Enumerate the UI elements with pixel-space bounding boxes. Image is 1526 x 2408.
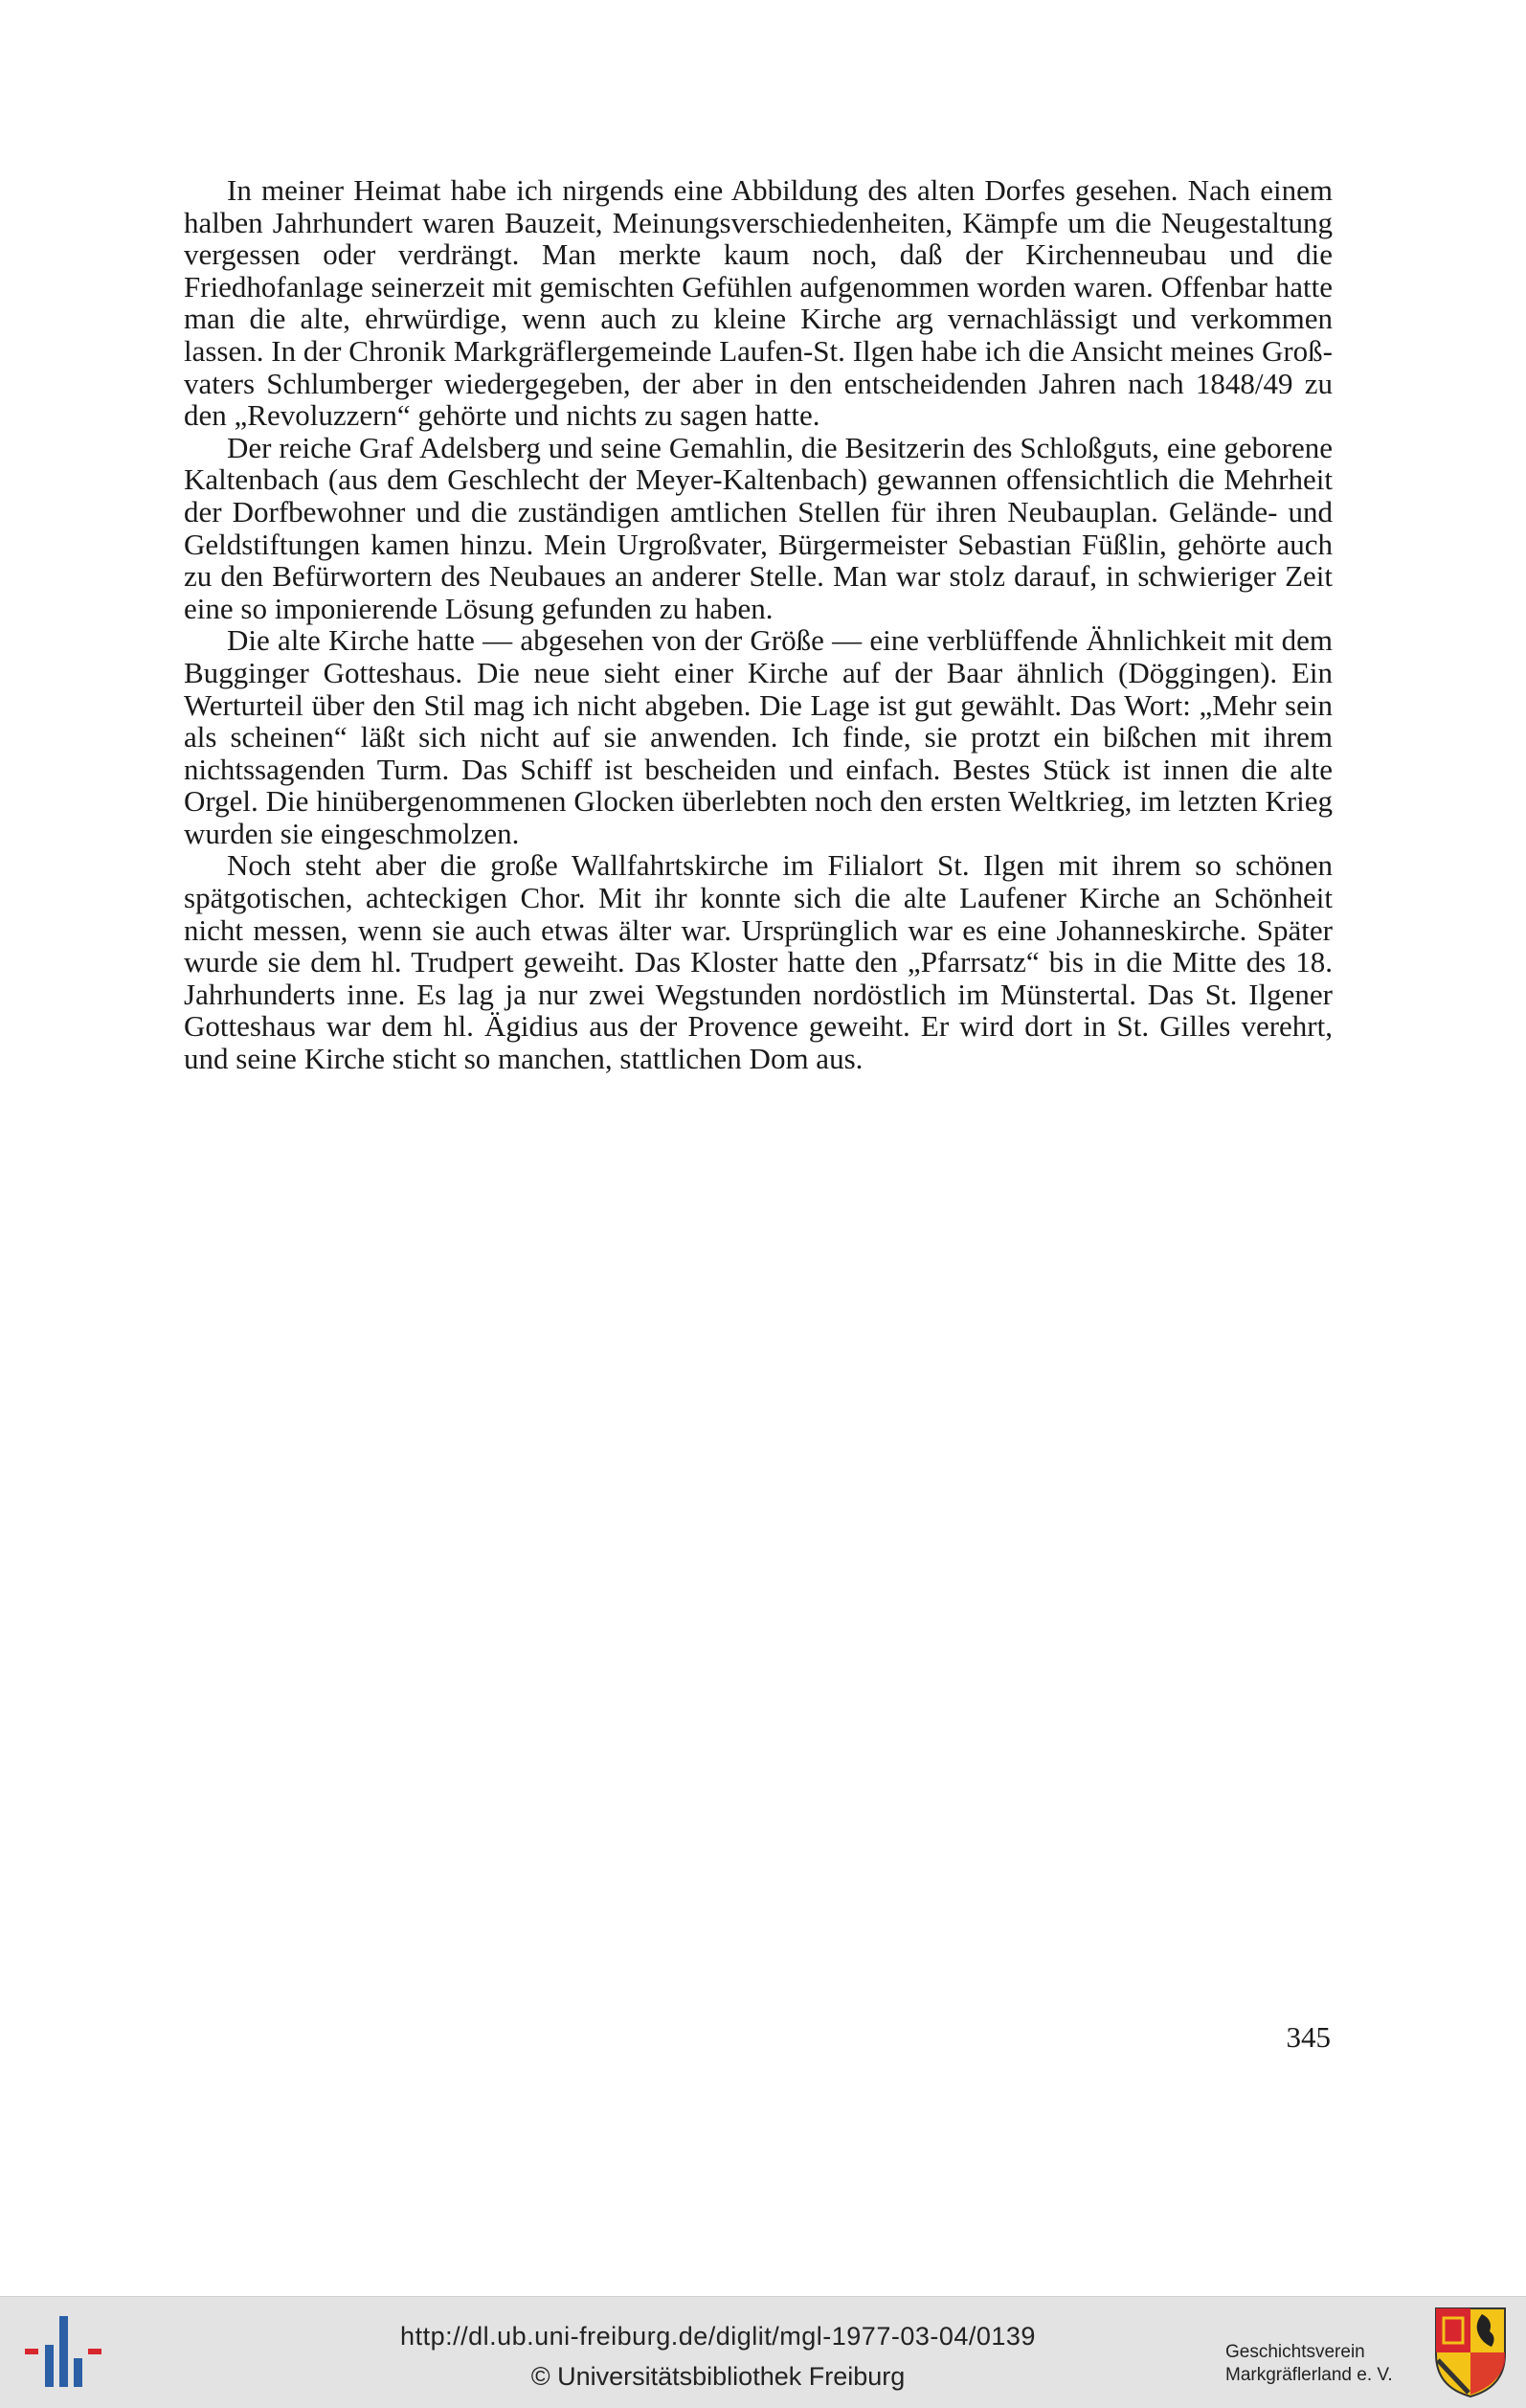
paragraph-2: Der reiche Graf Adelsberg und seine Gemahlin, die Besitzerin des Schloßguts, eine geborene Kaltenbach (aus dem Geschlecht der Meyer-Kaltenbach) gewannen offensichtlich die Mehrheit der Dorfbewohner und die zuständigen amtlichen Stellen für ihren Neubauplan. Gelände- und Geldstiftungen kamen hinzu. Mein Urgroßvater, Bürgermeister Sebastian Füßlin, gehörte auch zu den Befürwortern des Neubaues an anderer Stelle. Man war stolz darauf, in schwieriger Zeit eine so imponierende Lösung gefunden zu haben.: [184, 430, 1333, 625]
page-number: 345: [1286, 2020, 1331, 2054]
society-name: [1225, 2341, 1426, 2387]
paragraph-1: In meiner Heimat habe ich nirgends eine Abbildung des alten Dorfes gesehen. Nach einem halben Jahrhundert waren Bauzeit, Meinungsverschiedenheiten, Kämpfe um die Neugestaltung vergessen oder verdrängt. Man merkte kaum noch, daß der Kirchenneubau und die Friedhofanlage seinerzeit mit gemischten Gefühlen aufgenommen worden waren. Offenbar hatte man die alte, ehrwürdige, wenn auch zu kleine Kirche arg vernachlässigt und verkommen lassen. In der Chronik Markgräflergemeinde Laufen-St. Ilgen habe ich die Ansicht meines Großvaters Schlumberger wiedergegeben, der aber in den entscheidenden Jahren nach 1848/49 zu den „Revoluzzern“ gehörte und nichts zu sagen hatte.: [184, 173, 1333, 433]
society-name-line1: Geschichtsverein: [1225, 2342, 1365, 2362]
ub-freiburg-logo-icon: [21, 2310, 107, 2393]
footer-bar: [0, 2296, 1526, 2408]
paragraph-4: Noch steht aber die große Wallfahrtskirche im Filialort St. Ilgen mit ihrem so schönen spätgotischen, achteckigen Chor. Mit ihr konnte sich die alte Laufener Kirche an Schönheit nicht messen, wenn sie auch etwas älter war. Ursprünglich war es eine Johanneskirche. Später wurde sie dem hl. Trudpert geweiht. Das Kloster hatte den „Pfarrsatz“ bis in die Mitte des 18. Jahrhunderts inne. Es lag ja nur zwei Wegstunden nordöstlich im Münstertal. Das St. Ilgener Gotteshaus war dem hl. Ägidius aus der Provence geweiht. Er wird dort in St. Gilles verehrt, und seine Kirche sticht so manchen, stattlichen Dom aus.: [184, 848, 1333, 1076]
society-name-line2: Markgräflerland e. V.: [1225, 2365, 1393, 2385]
body-text: [184, 174, 1333, 1075]
paragraph-3: Die alte Kirche hatte — abgesehen von der Größe — eine verblüffende Ähnlichkeit mit dem Bugginger Gotteshaus. Die neue sieht einer Kirche auf der Baar ähnlich (Döggingen). Ein Werturteil über den Stil mag ich nicht abgeben. Die Lage ist gut gewählt. Das Wort: „Mehr sein als scheinen“ läßt sich nicht auf sie anwenden. Ich finde, sie protzt ein bißchen mit ihrem nichtssagenden Turm. Das Schiff ist bescheiden und einfach. Bestes Stück ist innen die alte Orgel. Die hinübergenommenen Glocken überlebten noch den ersten Weltkrieg, im letzten Krieg wurden sie eingeschmolzen.: [184, 623, 1333, 850]
coat-of-arms-icon: [1432, 2305, 1509, 2400]
permalink-url[interactable]: http://dl.ub.uni-freiburg.de/diglit/mgl-1977-03-04/0139: [400, 2322, 1036, 2351]
copyright-notice: © Universitätsbibliothek Freiburg: [530, 2362, 906, 2391]
